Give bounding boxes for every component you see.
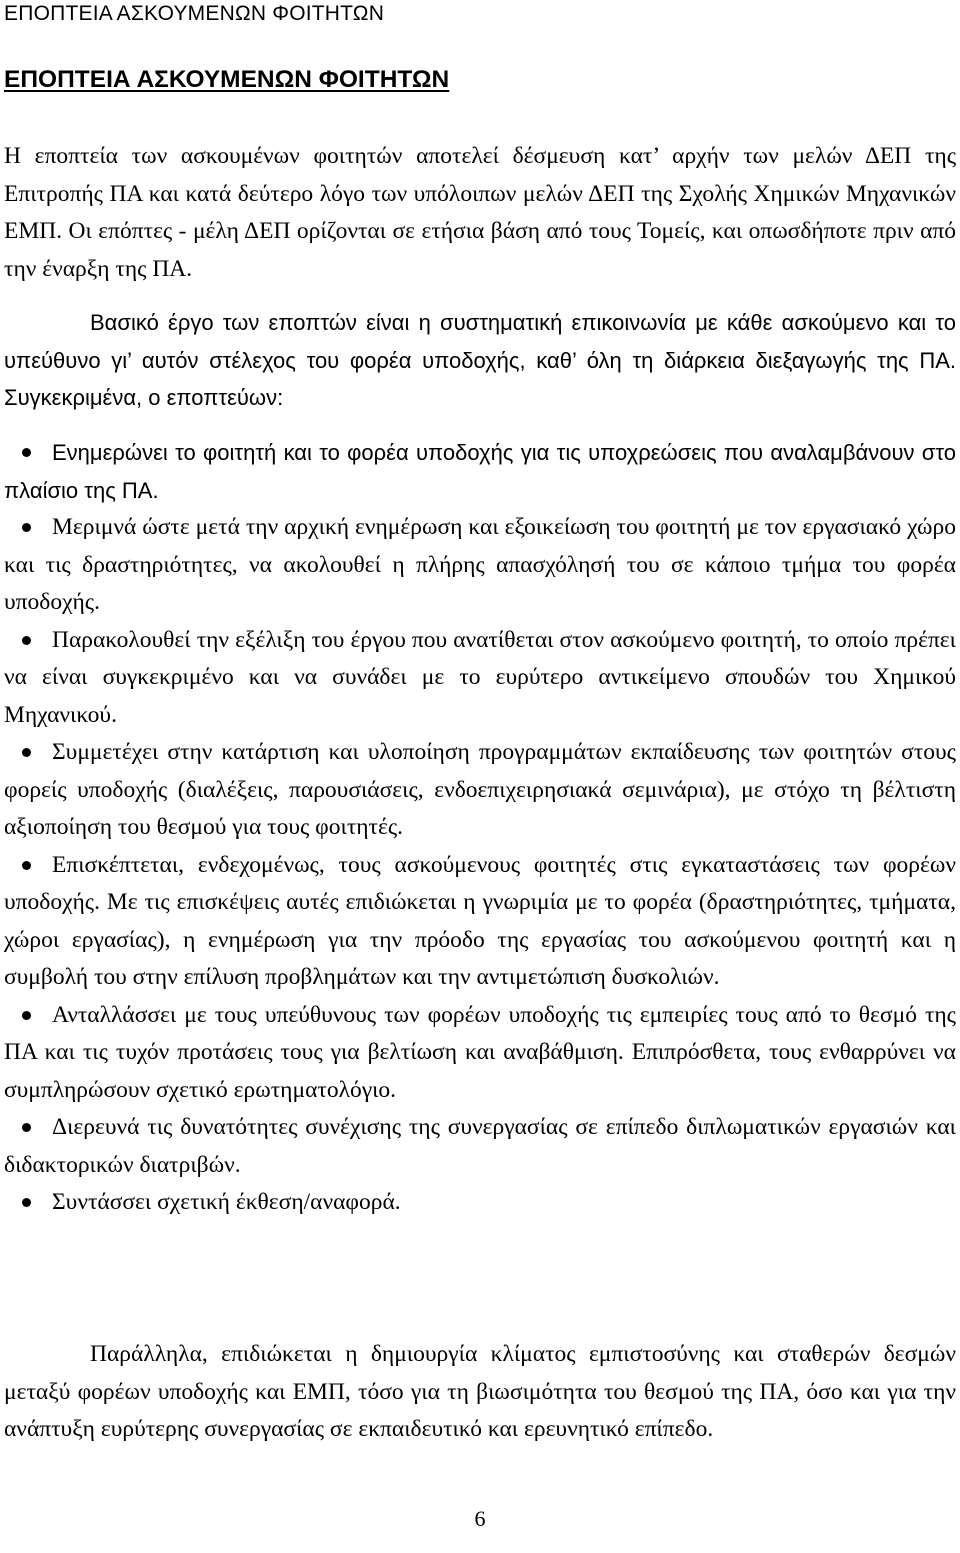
bullet-icon	[22, 1198, 31, 1207]
document-title: ΕΠΟΠΤΕΙΑ ΑΣΚΟΥΜΕΝΩΝ ΦΟΙΤΗΤΩΝ	[4, 66, 450, 93]
list-item-text: Συντάσσει σχετική έκθεση/αναφορά.	[52, 1189, 401, 1215]
list-item-text: Ενημερώνει το φοιτητή και το φορέα υποδοχής για τις υποχρεώσεις που αναλαμβάνουν στο πλαίσιο της ΠΑ.	[4, 440, 956, 503]
list-item-text: Μεριμνά ώστε μετά την αρχική ενημέρωση και εξοικείωση του φοιτητή με τον εργασιακό χώρο και τις δραστηριότητες, να ακολουθεί η πλήρης απασχόλησή του σε κάποιο τμήμα του φορέα υποδοχής.	[4, 514, 956, 615]
list-item	[4, 847, 956, 997]
list-item	[4, 509, 956, 622]
list-item	[4, 734, 956, 847]
bullet-icon	[22, 523, 31, 532]
duties-paragraph-main: Βασικό έργο των εποπτών είναι η συστηματική επικοινωνία με κάθε ασκούμενο και το υπεύθυνο γι’ αυτόν στέλεχος του φορέα υποδοχής, καθ’ όλη τη διάρκεια διεξαγωγής της ΠΑ.	[4, 310, 956, 373]
list-item	[4, 1109, 956, 1184]
bullet-icon	[22, 748, 31, 757]
list-item-text: Ανταλλάσσει με τους υπεύθυνους των φορέων υποδοχής τις εμπειρίες τους από το θεσμό της ΠΑ και τις τυχόν προτάσεις τους για βελτίωση και αναβάθμιση. Επιπρόσθετα, τους ενθαρρύνει να συμπληρώσουν σχετικό ερωτηματολόγιο.	[4, 1001, 956, 1103]
list-item	[4, 997, 956, 1110]
list-item-text: Παρακολουθεί την εξέλιξη του έργου που ανατίθεται στον ασκούμενο φοιτητή, το οποίο πρέπει να είναι συγκεκριμένο και να συνάδει με το ευρύτερο αντικείμενο σπουδών του Χημικού Μηχανικού.	[4, 626, 956, 728]
bullet-icon	[22, 1123, 31, 1132]
list-item-text: Συμμετέχει στην κατάρτιση και υλοποίηση προγραμμάτων εκπαίδευσης των φοιτητών στους φορείς υποδοχής (διαλέξεις, παρουσιάσεις, ενδοεπιχειρησιακά σεμινάρια), με στόχο τη βέλτιστη αξιοποίηση του θεσμού για τους φοιτητές.	[4, 739, 956, 840]
closing-paragraph: Παράλληλα, επιδιώκεται η δημιουργία κλίματος εμπιστοσύνης και σταθερών δεσμών μεταξύ φορέων υποδοχής και ΕΜΠ, τόσο για τη βιωσιμότητα του θεσμού της ΠΑ, όσο και για την ανάπτυξη ευρύτερης συνεργασίας σε εκπαιδευτικό και ερευνητικό επίπεδο.	[4, 1341, 956, 1442]
bullet-icon	[22, 448, 31, 457]
intro-paragraph: Η εποπτεία των ασκουμένων φοιτητών αποτελεί δέσμευση κατ’ αρχήν των μελών ΔΕΠ της Επιτροπής ΠΑ και κατά δεύτερο λόγο των υπόλοιπων μελών ΔΕΠ της Σχολής Χημικών Μηχανικών ΕΜΠ. Οι επόπτες - μέλη ΔΕΠ ορίζονται σε ετήσια βάση από τους Τομείς, και οπωσδήποτε πριν από την έναρξη της ΠΑ.	[4, 143, 956, 282]
duties-paragraph	[4, 304, 956, 417]
supervisor-duties-list	[4, 434, 956, 1222]
list-item-text: Επισκέπτεται, ενδεχομένως, τους ασκούμενους φοιτητές στις εγκαταστάσεις των φορέων υποδοχής. Με τις επισκέψεις αυτές επιδιώκεται η γνωριμία με το φορέα (δραστηριότητες, τμήματα, χώροι εργασίας), η ενημέρωση για την πρόοδο της εργασίας του ασκούμενου φοιτητή και η συμβολή του στην επίλυση προβλημάτων και την αντιμετώπιση δυσκολιών.	[4, 851, 956, 990]
list-item	[4, 434, 956, 509]
duties-paragraph-lead-in: Συγκεκριμένα, ο εποπτεύων:	[4, 385, 284, 410]
list-item	[4, 622, 956, 735]
page-number: 6	[474, 1506, 486, 1531]
bullet-icon	[22, 861, 31, 870]
bullet-icon	[22, 636, 31, 645]
running-header: ΕΠΟΠΤΕΙΑ ΑΣΚΟΥΜΕΝΩΝ ΦΟΙΤΗΤΩΝ	[4, 2, 385, 25]
list-item	[4, 1184, 956, 1222]
list-item-text: Διερευνά τις δυνατότητες συνέχισης της συνεργασίας σε επίπεδο διπλωματικών εργασιών και διδακτορικών διατριβών.	[4, 1114, 956, 1178]
bullet-icon	[22, 1011, 31, 1020]
